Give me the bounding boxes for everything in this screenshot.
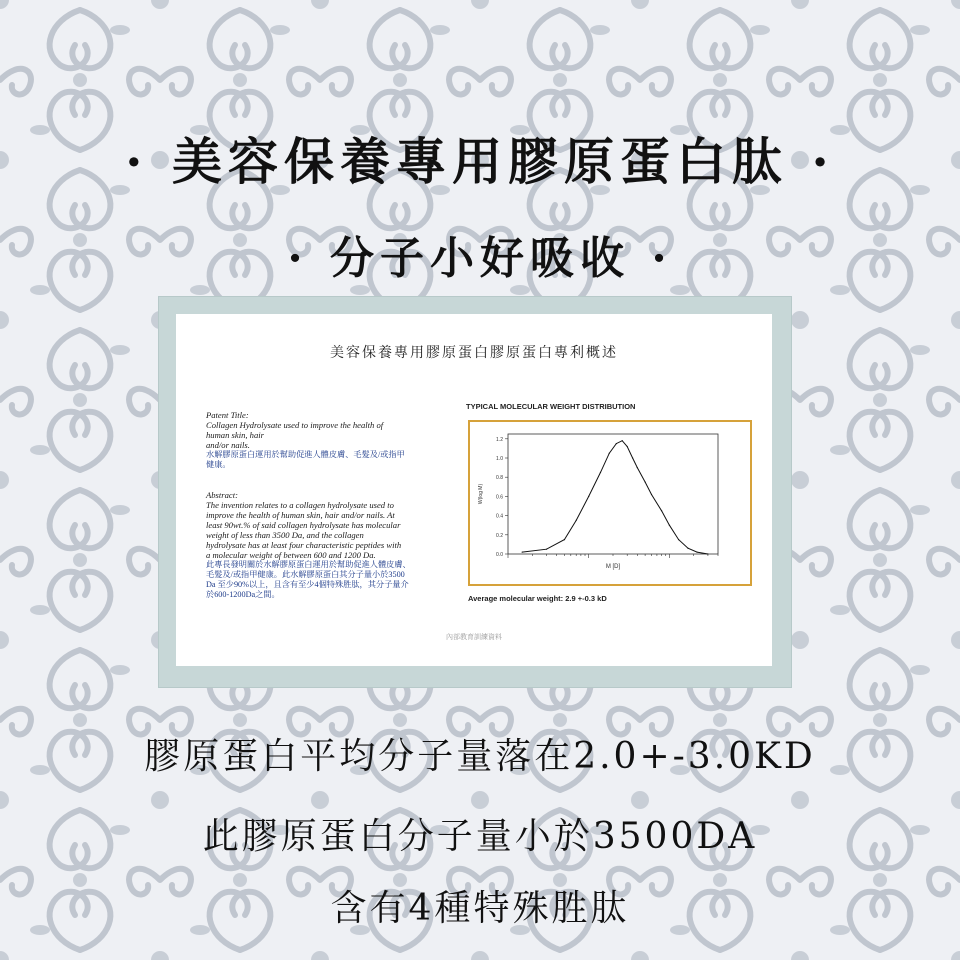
headline-title: · 美容保養專用膠原蛋白肽 · <box>125 132 835 191</box>
chart-box <box>468 420 752 586</box>
abstract-line: hydrolysate has at least four characteristic peptides with <box>206 540 402 550</box>
data-point <box>609 453 610 454</box>
caption-line-3: 含有4種特殊胜肽 <box>330 888 630 929</box>
y-axis-label: W(log M) <box>478 483 484 505</box>
abstract-line: weight of less than 3500 Da, and the collagen <box>206 530 364 540</box>
abstract-line: The invention relates to a collagen hydrolysate used to <box>206 500 394 510</box>
data-point <box>651 494 652 495</box>
y-tick-label: 0.0 <box>496 552 503 558</box>
abstract-zh-line: 此專長發明關於水解膠原蛋白運用於幫助促進人體皮膚、 <box>206 560 411 569</box>
document-footnote: 內部教育訓練資料 <box>446 633 502 641</box>
molecular-weight-chart <box>470 422 750 584</box>
data-point <box>622 440 623 441</box>
plot-frame <box>508 434 718 554</box>
chart-title: TYPICAL MOLECULAR WEIGHT DISTRIBUTION <box>466 402 636 411</box>
y-tick-label: 1.2 <box>496 436 503 443</box>
data-point <box>678 539 679 540</box>
abstract-zh-line: 於600-1200Da之間。 <box>206 590 280 599</box>
data-point <box>564 539 565 540</box>
patent-title-line: human skin, hair <box>206 430 265 440</box>
patent-title-line: and/or nails. <box>206 440 250 450</box>
data-point <box>627 446 628 447</box>
y-tick-label: 0.8 <box>496 475 503 482</box>
y-tick-label: 0.2 <box>496 532 503 539</box>
data-point <box>588 496 589 497</box>
abstract-heading: Abstract: <box>206 490 238 500</box>
patent-title-zh: 水解膠原蛋白運用於幫助促進人體皮膚、毛髮及/或指甲 <box>206 450 405 459</box>
y-tick-label: 1.0 <box>496 456 503 462</box>
data-point <box>576 520 577 521</box>
data-point <box>645 481 646 482</box>
data-point <box>696 551 697 552</box>
caption-line-2: 此膠原蛋白分子量小於3500DA <box>202 816 758 857</box>
abstract-line: improve the health of human skin, hair and/or nails. At <box>206 510 395 520</box>
data-point <box>687 548 688 549</box>
x-axis-label: M [D] <box>605 564 621 570</box>
chart-footer: Average molecular weight: 2.9 +-0.3 kD <box>468 594 607 603</box>
data-point <box>661 510 662 511</box>
data-point <box>669 525 670 526</box>
caption-line-1: 膠原蛋白平均分子量落在2.0+-3.0KD <box>144 736 816 777</box>
headline-subtitle: · 分子小好吸收 · <box>287 233 673 284</box>
distribution-curve <box>522 441 708 554</box>
abstract-zh-line: 毛髮及/或指甲健康。此水解膠原蛋白其分子量小於3500 <box>206 570 405 579</box>
data-point <box>546 549 547 550</box>
abstract-line: a molecular weight of between 600 and 1200 Da. <box>206 550 376 560</box>
y-tick-label: 0.6 <box>496 494 503 501</box>
document-title: 美容保養專用膠原蛋白膠原蛋白專利概述 <box>330 345 618 361</box>
data-point <box>707 553 708 554</box>
data-point <box>522 551 523 552</box>
patent-text-column <box>206 410 438 600</box>
patent-title-zh: 健康。 <box>206 460 231 469</box>
data-point <box>600 472 601 473</box>
patent-title-heading: Patent Title: <box>206 410 249 420</box>
y-tick-label: 0.4 <box>496 513 503 520</box>
patent-title-line: Collagen Hydrolysate used to improve the health of <box>206 420 384 430</box>
data-point <box>616 443 617 444</box>
abstract-zh-line: Da 至少90%以上，且含有至少4個特殊胜肽，其分子量介 <box>206 580 409 589</box>
data-point <box>637 467 638 468</box>
patent-document <box>176 314 772 666</box>
data-point <box>632 457 633 458</box>
abstract-line: least 90wt.% of said collagen hydrolysate has molecular <box>206 520 401 530</box>
